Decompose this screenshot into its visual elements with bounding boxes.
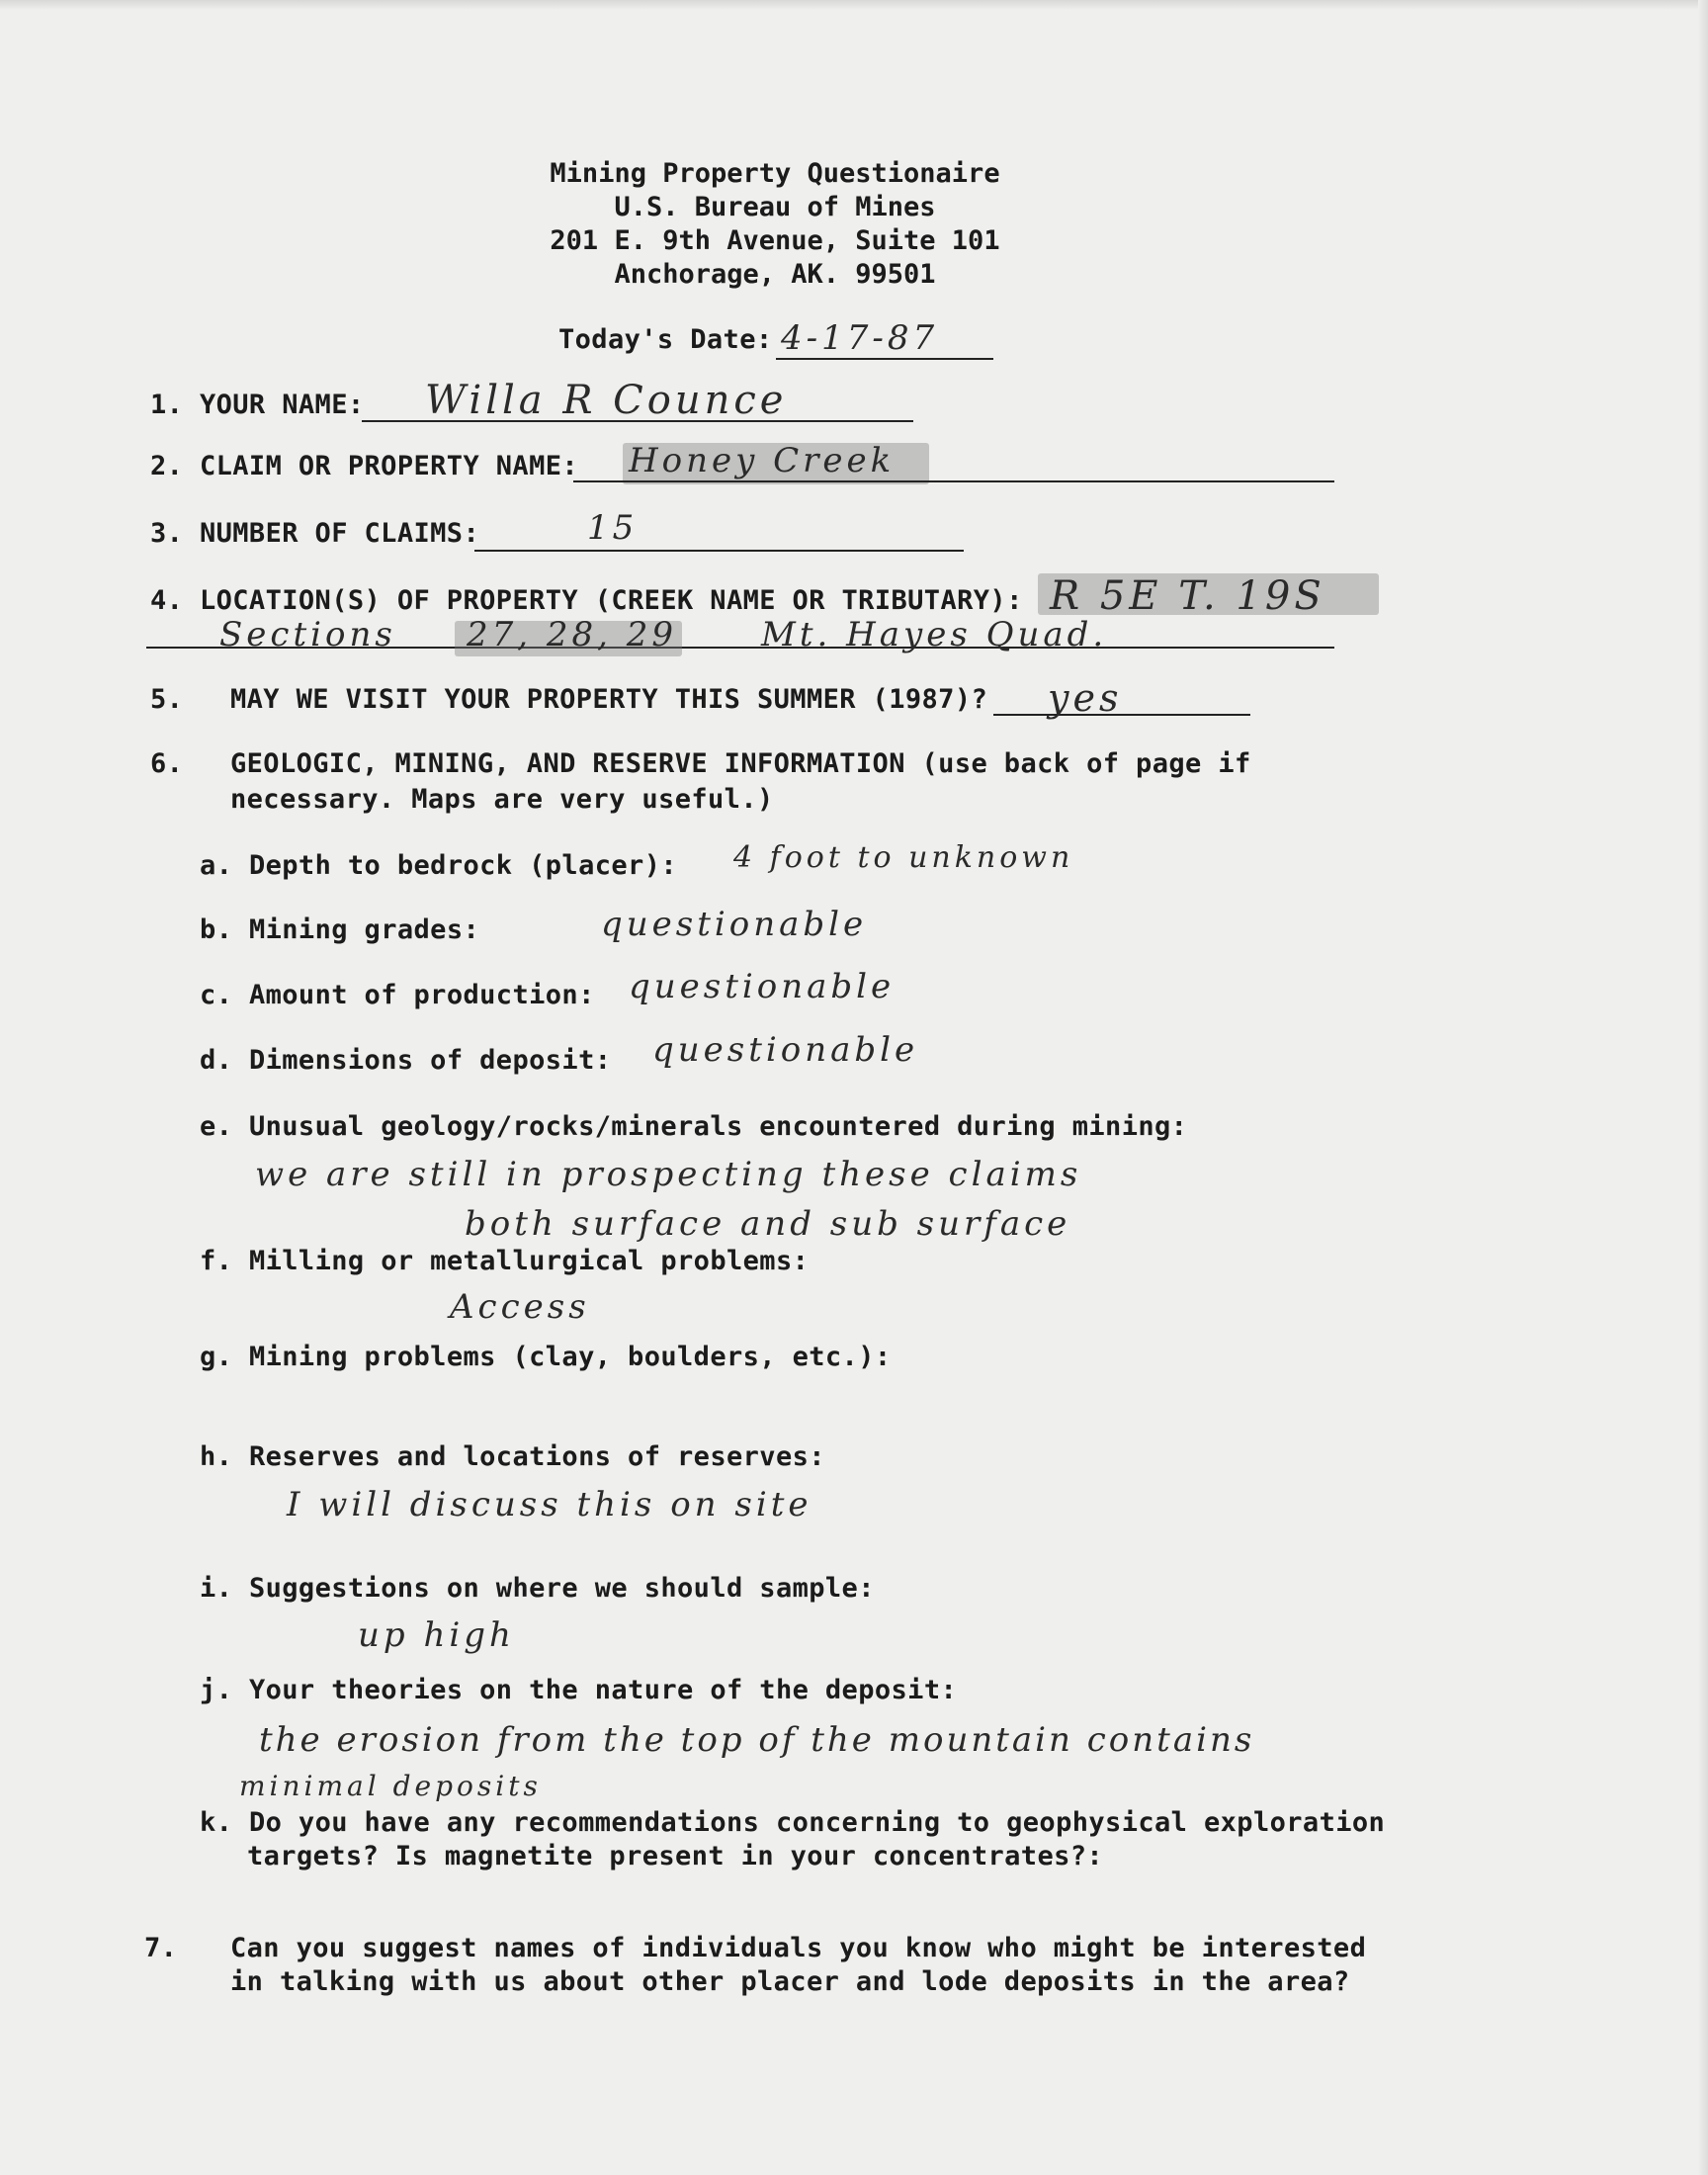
- q7-label-line1: Can you suggest names of individuals you know who might be interested: [230, 1933, 1367, 1963]
- q2-label: 2. CLAIM OR PROPERTY NAME:: [150, 451, 579, 481]
- date-label: Today's Date:: [558, 324, 773, 355]
- q5-value[interactable]: yes: [1048, 676, 1123, 720]
- q6a-answer[interactable]: 4 foot to unknown: [733, 840, 1074, 875]
- q6e-answer-line2[interactable]: both surface and sub surface: [465, 1204, 1071, 1244]
- q5-label: MAY WE VISIT YOUR PROPERTY THIS SUMMER (1987)?: [230, 684, 988, 715]
- q3-underline: [474, 550, 964, 552]
- q6h-answer[interactable]: I will discuss this on site: [287, 1485, 812, 1524]
- q6a-label: a. Depth to bedrock (placer):: [200, 850, 678, 881]
- q6i-answer[interactable]: up high: [358, 1615, 515, 1655]
- q6c-answer[interactable]: questionable: [629, 967, 896, 1006]
- q6d-label: d. Dimensions of deposit:: [200, 1045, 612, 1076]
- agency-street: 201 E. 9th Avenue, Suite 101: [550, 225, 1000, 256]
- q6f-answer[interactable]: Access: [450, 1287, 590, 1327]
- q6d-answer[interactable]: questionable: [652, 1030, 919, 1070]
- q6-label-line2: necessary. Maps are very useful.): [230, 784, 774, 815]
- form-title: Mining Property Questionaire: [550, 158, 1000, 189]
- q6j-answer-line2[interactable]: minimal deposits: [239, 1770, 542, 1802]
- q5-number: 5.: [150, 684, 184, 715]
- q4-sections-label[interactable]: Sections: [219, 615, 396, 654]
- q2-underline: [573, 480, 1334, 482]
- q1-label: 1. YOUR NAME:: [150, 390, 365, 420]
- q6j-answer-line1[interactable]: the erosion from the top of the mountain contains: [259, 1720, 1255, 1760]
- q6b-answer[interactable]: questionable: [601, 905, 868, 944]
- q6j-label: j. Your theories on the nature of the deposit:: [200, 1675, 958, 1705]
- q1-value[interactable]: Willa R Counce: [425, 378, 788, 423]
- agency-city: Anchorage, AK. 99501: [614, 259, 936, 290]
- q6e-answer-line1[interactable]: we are still in prospecting these claims: [255, 1155, 1082, 1194]
- page-edge-right: [1698, 0, 1708, 2175]
- q6i-label: i. Suggestions on where we should sample:: [200, 1573, 875, 1604]
- date-underline: [776, 358, 993, 360]
- q3-label: 3. NUMBER OF CLAIMS:: [150, 518, 480, 549]
- q6c-label: c. Amount of production:: [200, 980, 595, 1010]
- q4-label: 4. LOCATION(S) OF PROPERTY (CREEK NAME OR TRIBUTARY):: [150, 585, 1023, 616]
- q6-label-line1: GEOLOGIC, MINING, AND RESERVE INFORMATION (use back of page if: [230, 748, 1251, 779]
- page-edge-top: [0, 0, 1708, 10]
- q6-number: 6.: [150, 748, 184, 779]
- q6h-label: h. Reserves and locations of reserves:: [200, 1441, 825, 1472]
- q4-section-numbers[interactable]: 27, 28, 29: [467, 615, 678, 654]
- q6f-label: f. Milling or metallurgical problems:: [200, 1246, 810, 1276]
- agency-name: U.S. Bureau of Mines: [614, 192, 936, 222]
- q2-value[interactable]: Honey Creek: [629, 441, 896, 480]
- date-value[interactable]: 4-17-87: [781, 318, 939, 358]
- q6b-label: b. Mining grades:: [200, 914, 480, 945]
- q6e-label: e. Unusual geology/rocks/minerals encountered during mining:: [200, 1111, 1188, 1142]
- q6k-label-line1: k. Do you have any recommendations concerning to geophysical exploration: [200, 1807, 1386, 1838]
- q3-value[interactable]: 15: [587, 508, 639, 548]
- q7-label-line2: in talking with us about other placer and lode deposits in the area?: [230, 1966, 1350, 1997]
- q4-quad[interactable]: Mt. Hayes Quad.: [761, 615, 1108, 654]
- q7-number: 7.: [144, 1933, 178, 1963]
- q6g-label: g. Mining problems (clay, boulders, etc.):: [200, 1342, 892, 1372]
- q4-value-line1[interactable]: R 5E T. 19S: [1050, 573, 1325, 619]
- q6k-label-line2: targets? Is magnetite present in your concentrates?:: [247, 1841, 1104, 1871]
